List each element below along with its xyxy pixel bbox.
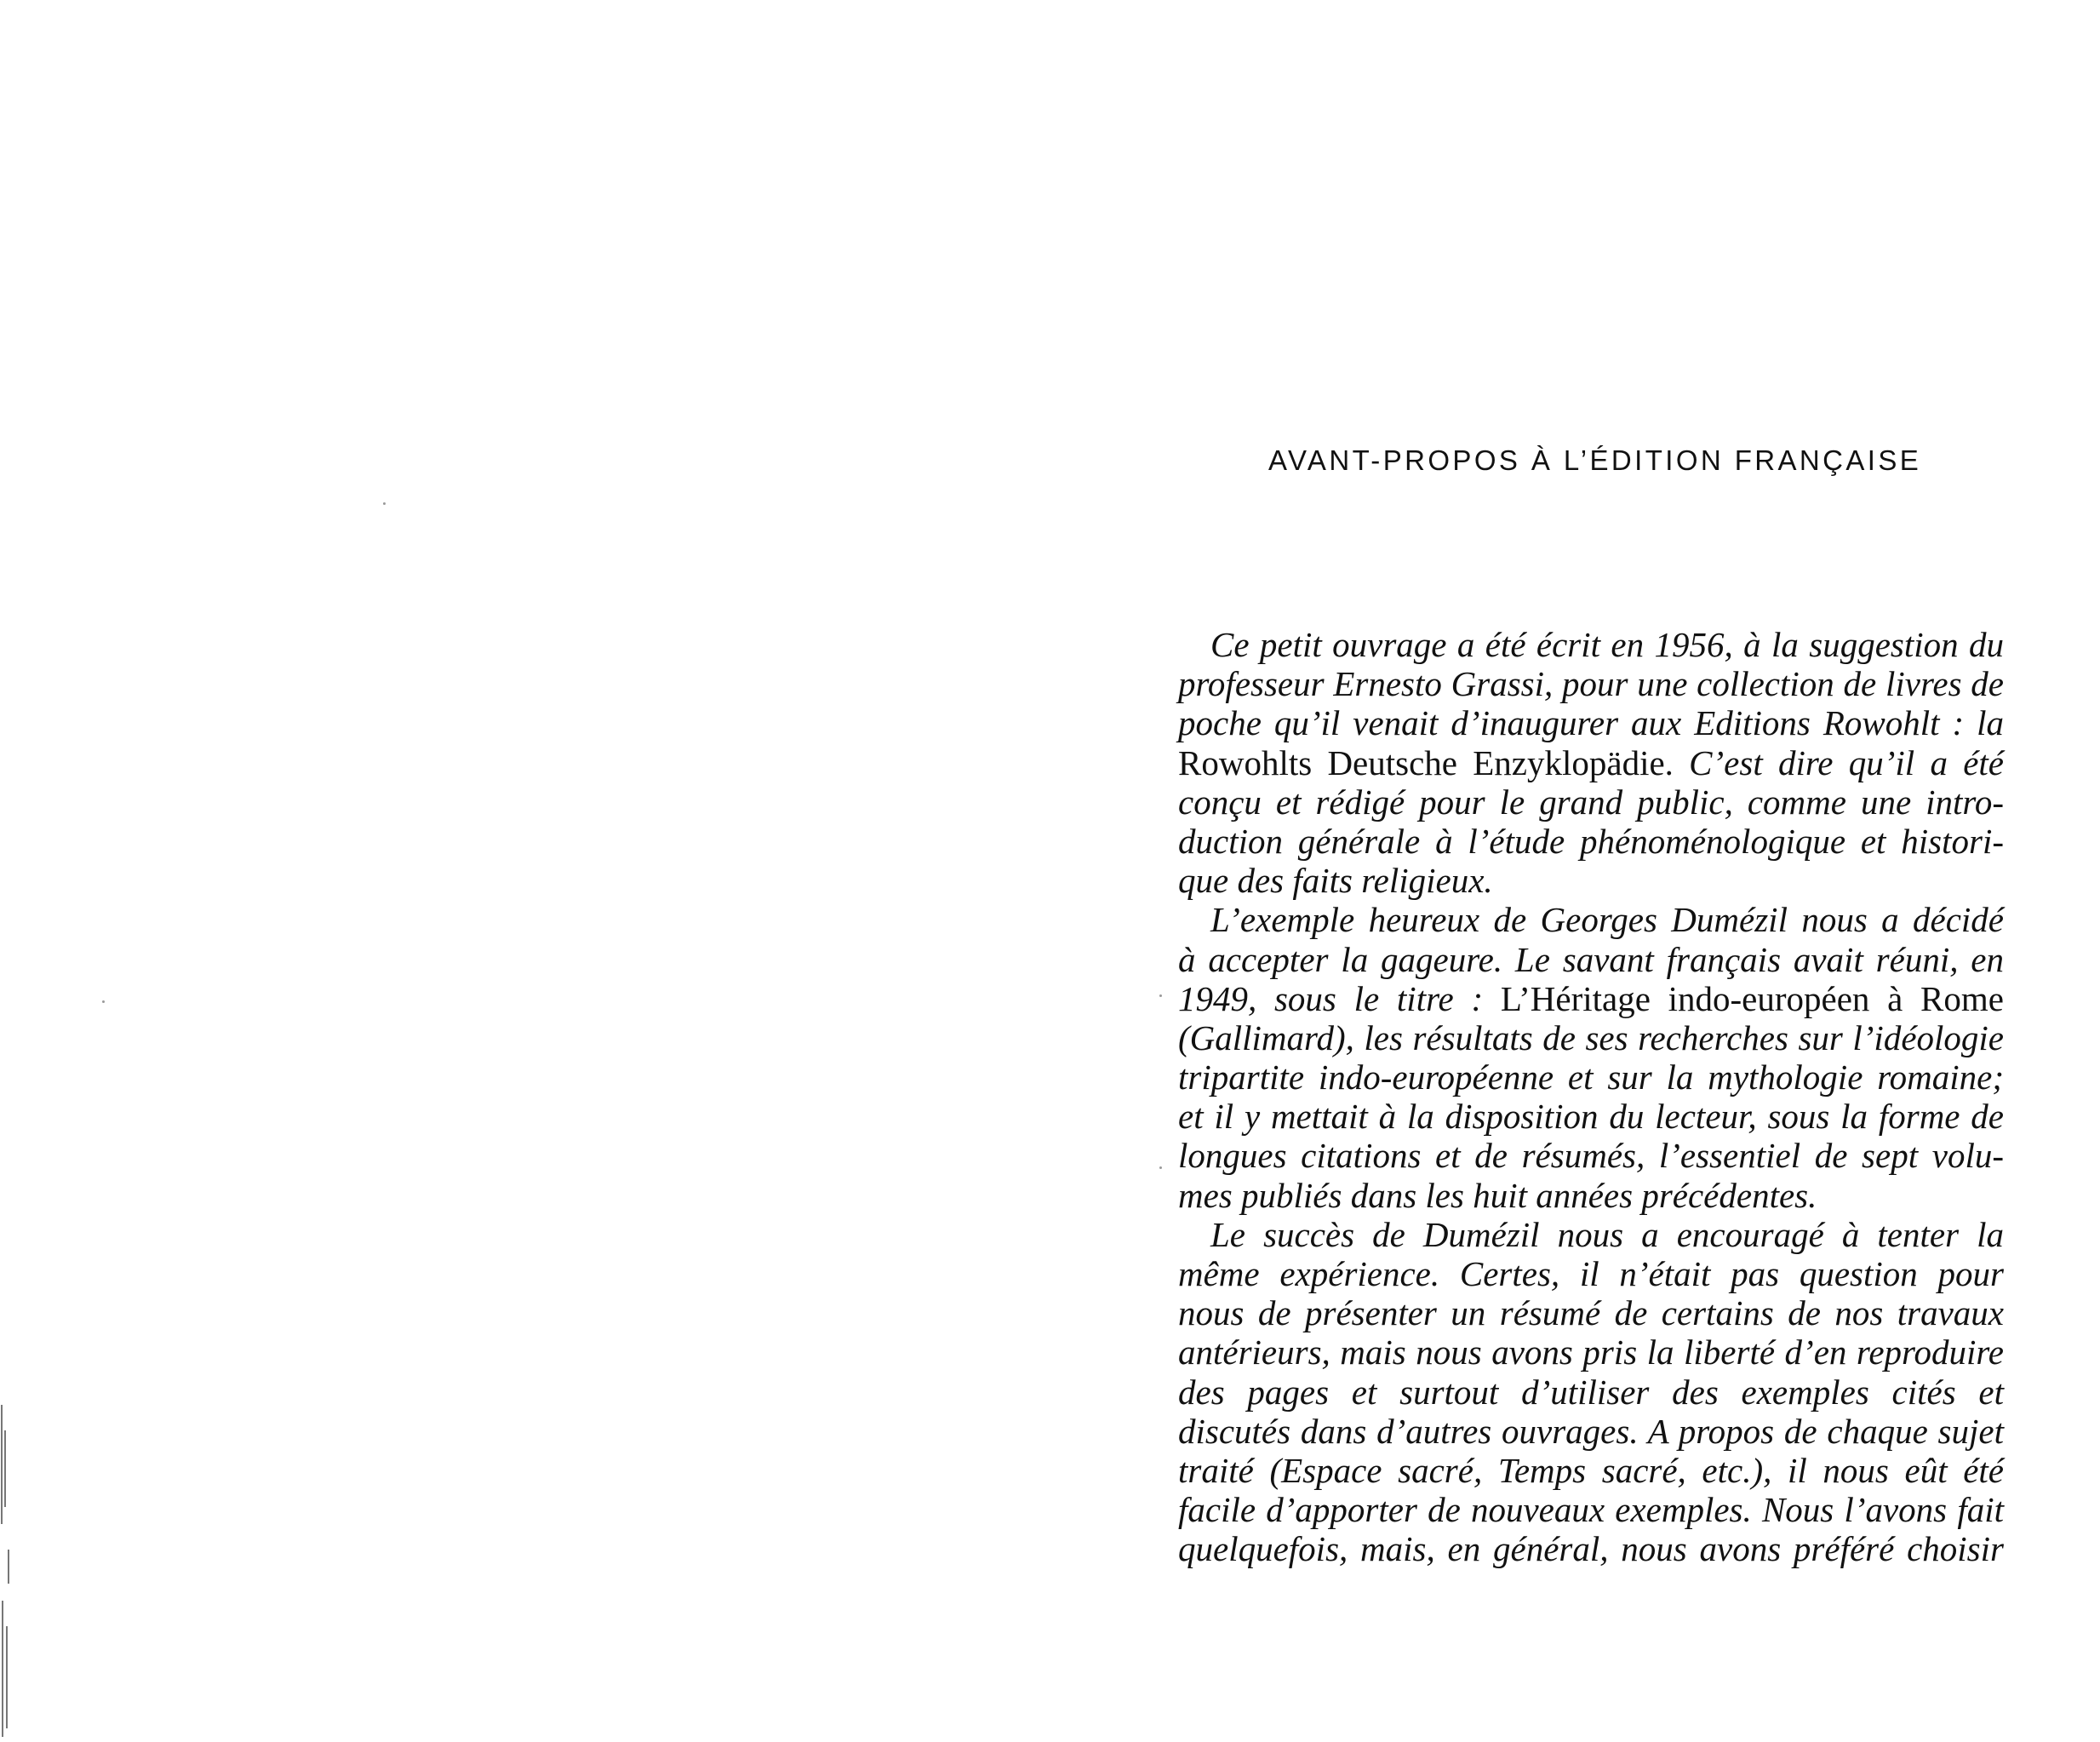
text-line <box>1178 1332 2004 1372</box>
text-line <box>1178 1412 2004 1451</box>
text-span: que des faits religieux. <box>1178 861 1493 901</box>
text-line <box>1178 703 2004 742</box>
text-span: Ce petit ouvrage a été écrit en 1956, à la suggestion du <box>1210 625 2004 664</box>
text-line <box>1178 1293 2004 1332</box>
text-span: des pages et surtout d’utiliser des exemples cités et <box>1178 1372 2004 1412</box>
text-span: traité (Espace sacré, Temps sacré, etc.), il nous eût été <box>1178 1450 2004 1490</box>
text-line <box>1178 1018 2004 1057</box>
text-span: Le succès de Dumézil nous a encouragé à tenter la <box>1210 1214 2004 1254</box>
scan-speck <box>1159 994 1162 997</box>
text-line <box>1178 861 2004 900</box>
text-line <box>1178 1057 2004 1097</box>
text-span: même expérience. Certes, il n’était pas question pour <box>1178 1254 2004 1293</box>
text-span: (Gallimard), les résultats de ses recherches sur l’idéologie <box>1178 1017 2004 1057</box>
gutter-marks <box>0 1405 12 1742</box>
text-span: nous de présenter un résumé de certains de nos travaux <box>1178 1293 2004 1333</box>
text-span: mes publiés dans les huit années précédentes. <box>1178 1175 1817 1215</box>
text-span: poche qu’il venait d’inaugurer aux Editions Rowohlt : la <box>1178 703 2004 743</box>
text-span: duction générale à l’étude phénoménologique et histori- <box>1178 821 2004 861</box>
text-span: tripartite indo-européenne et sur la mythologie romaine; <box>1178 1057 2004 1097</box>
text-line <box>1178 1490 2004 1529</box>
text-line <box>1178 1097 2004 1136</box>
text-span: discutés dans d’autres ouvrages. A propos de chaque sujet <box>1178 1411 2004 1451</box>
text-line <box>1178 743 2004 782</box>
text-span: 1949, sous le titre : <box>1178 978 1484 1018</box>
text-line <box>1178 1372 2004 1412</box>
text-span: professeur Ernesto Grassi, pour une collection de livres de <box>1178 664 2004 704</box>
text-line <box>1178 979 2004 1018</box>
text-line <box>1178 940 2004 979</box>
text-span: à accepter la gageure. Le savant français avait réuni, en <box>1178 939 2004 979</box>
text-span: quelquefois, mais, en général, nous avons préféré choisir <box>1178 1529 2004 1569</box>
text-line <box>1178 782 2004 822</box>
scan-speck <box>383 502 386 505</box>
text-line <box>1178 1136 2004 1175</box>
text-span: longues citations et de résumés, l’essentiel de sept volu- <box>1178 1136 2004 1176</box>
text-span: C’est dire qu’il a été <box>1673 742 2004 782</box>
text-line <box>1178 1529 2004 1568</box>
book-title: L’Héritage indo-européen à Rome <box>1483 978 2004 1018</box>
text-line <box>1178 1451 2004 1490</box>
text-line <box>1178 1215 2004 1254</box>
text-span: facile d’apporter de nouveaux exemples. Nous l’avons fait <box>1178 1490 2004 1530</box>
text-line <box>1178 1254 2004 1293</box>
text-span: L’exemple heureux de Georges Dumézil nous a décidé <box>1210 900 2004 940</box>
text-line <box>1178 625 2004 664</box>
text-line <box>1178 822 2004 861</box>
text-span: et il y mettait à la disposition du lecteur, sous la forme de <box>1178 1097 2004 1137</box>
text-span: conçu et rédigé pour le grand public, comme une intro- <box>1178 782 2004 822</box>
text-span: antérieurs, mais nous avons pris la liberté d’en reproduire <box>1178 1332 2004 1372</box>
foreword-text <box>1178 625 2004 1569</box>
text-line <box>1178 1176 2004 1215</box>
series-title: Rowohlts Deutsche Enzyklopädie. <box>1178 742 1674 782</box>
scan-speck <box>102 1000 105 1003</box>
text-line <box>1178 900 2004 939</box>
scan-speck <box>1159 1166 1162 1169</box>
text-line <box>1178 664 2004 703</box>
chapter-heading: AVANT-PROPOS À L’ÉDITION FRANÇAISE <box>1268 444 1922 476</box>
